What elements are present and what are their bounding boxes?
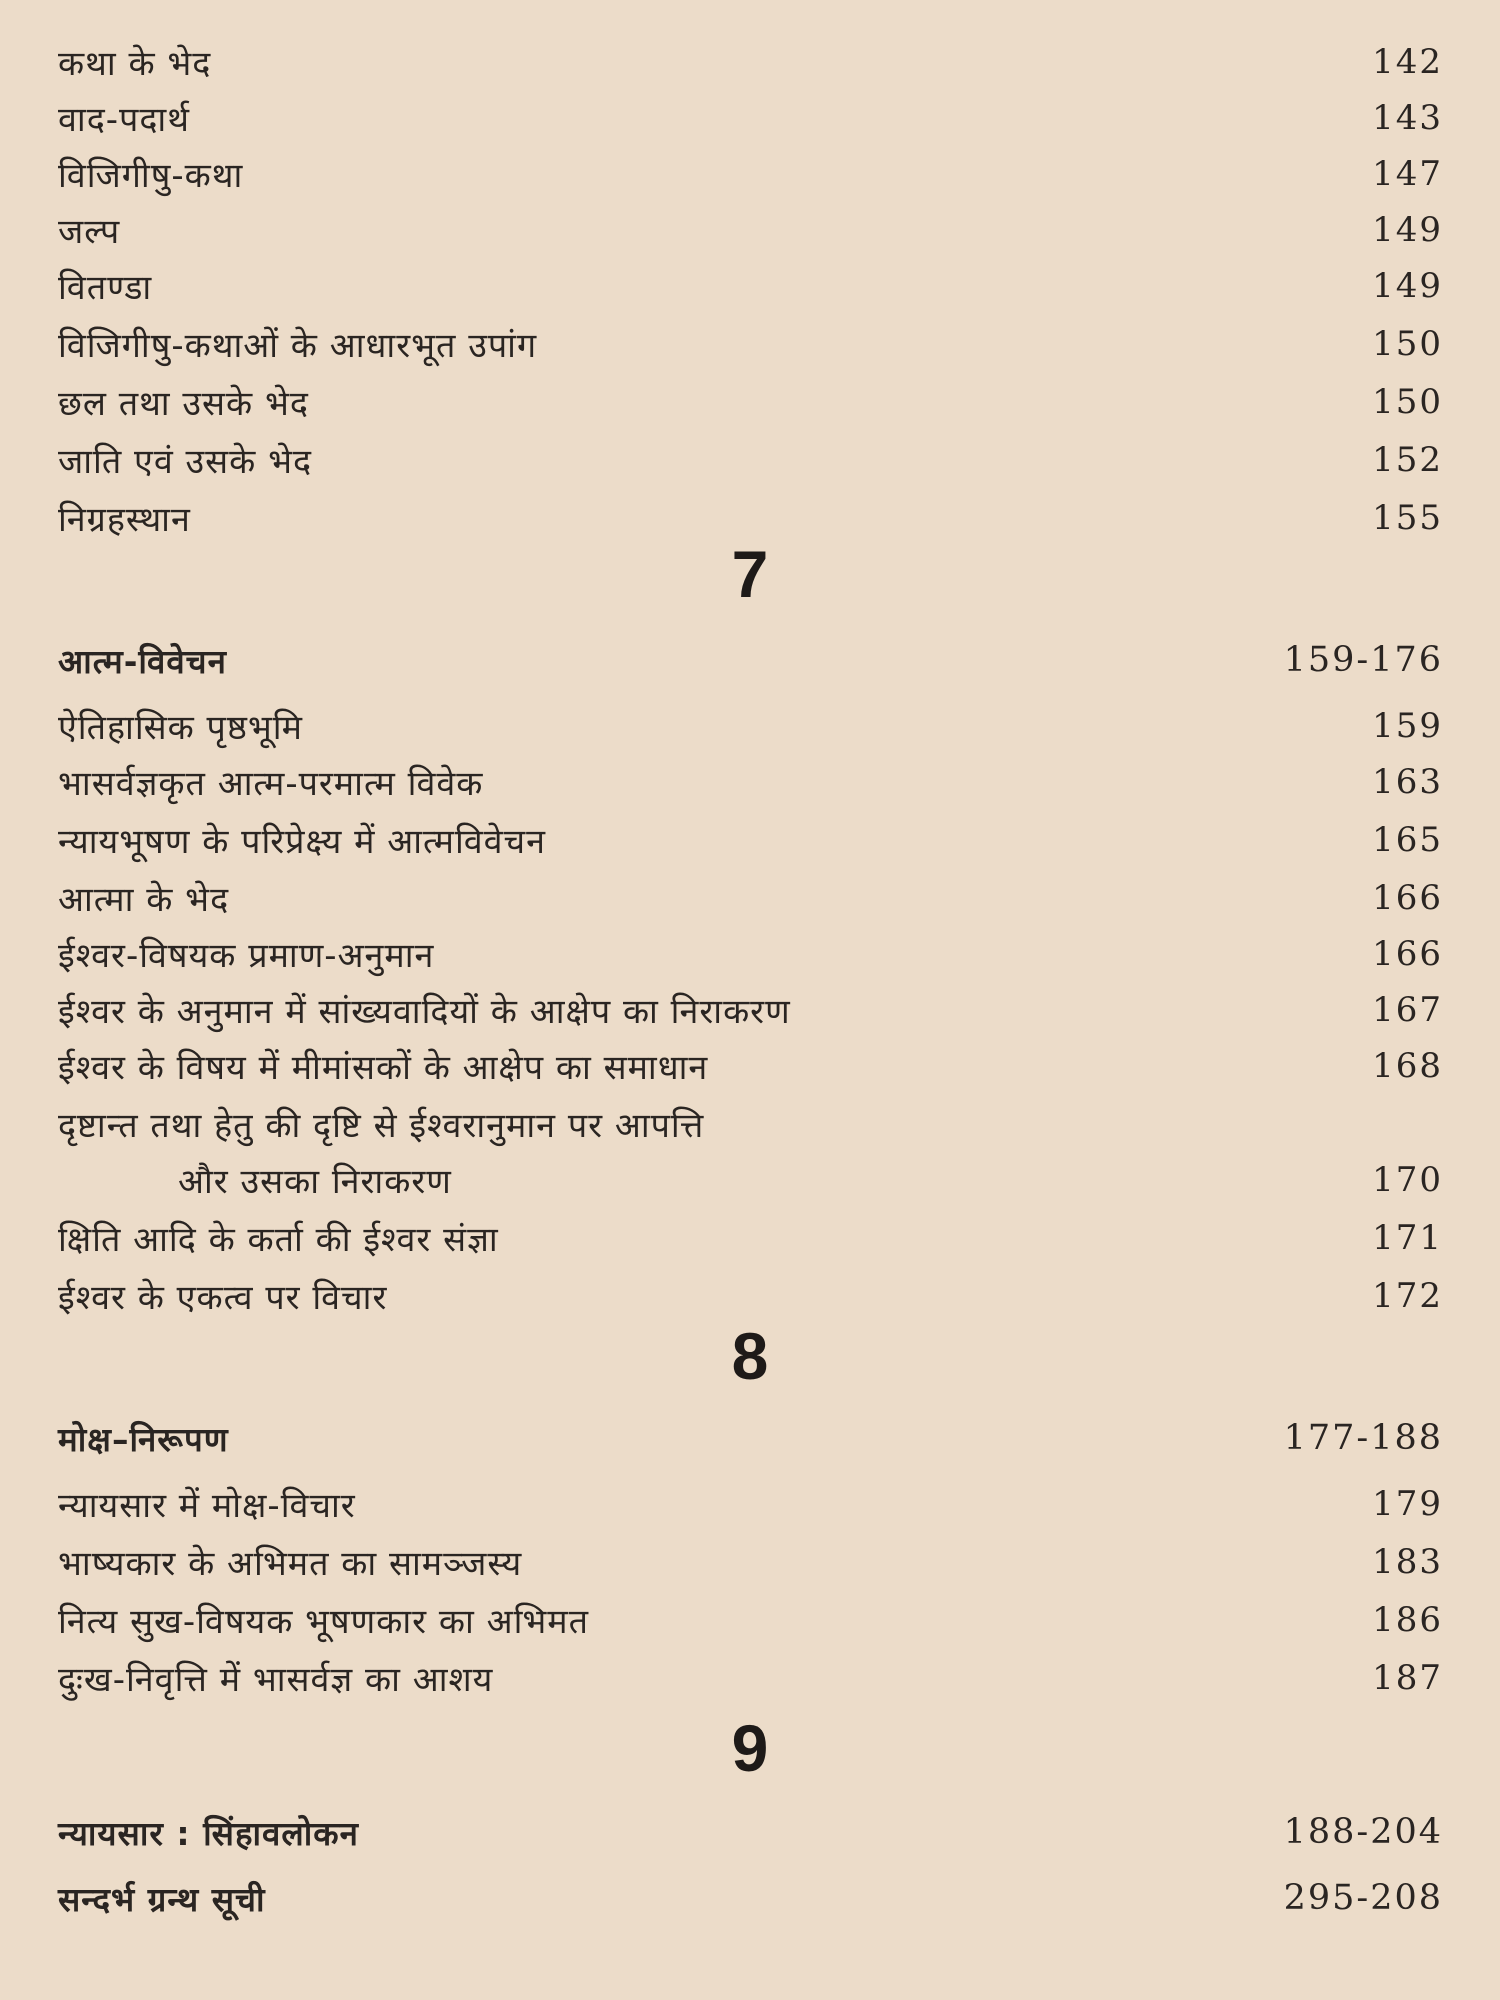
toc-entry [58, 984, 1443, 1036]
toc-entry-page: 172 [1372, 1276, 1443, 1316]
chapter-number: 8 [731, 1319, 769, 1393]
chapter-number: 7 [731, 537, 769, 611]
toc-entry [58, 260, 1443, 312]
chapter-number: 9 [731, 1711, 769, 1785]
toc-entry-page: 142 [1372, 42, 1443, 82]
toc-entry-title: ऐतिहासिक पृष्ठभूमि [58, 708, 303, 748]
toc-entry-page: 165 [1372, 820, 1443, 860]
toc-entry-page: 150 [1372, 382, 1443, 422]
toc-entry-title: ईश्वर-विषयक प्रमाण-अनुमान [58, 936, 435, 976]
toc-entry [58, 1212, 1443, 1264]
toc-entry-page: 170 [1372, 1160, 1443, 1200]
toc-entry-title: ईश्वर के अनुमान में सांख्यवादियों के आक्षेप का निराकरण [58, 992, 791, 1032]
toc-entry [58, 36, 1443, 88]
toc-entry-title: न्यायसार में मोक्ष-विचार [58, 1486, 356, 1526]
toc-entry [58, 92, 1443, 144]
toc-entry-title: ईश्वर के एकत्व पर विचार [58, 1278, 388, 1318]
toc-entry [58, 700, 1443, 752]
toc-entry [58, 872, 1443, 924]
toc-entry-title: वाद-पदार्थ [58, 100, 190, 140]
toc-entry-title: कथा के भेद [58, 44, 212, 84]
chapter-page-range: 159-176 [1283, 640, 1443, 680]
toc-entry-page: 147 [1372, 154, 1443, 194]
toc-entry-title: न्यायभूषण के परिप्रेक्ष्य में आत्मविवेचन [58, 822, 547, 862]
toc-entry-page: 152 [1372, 440, 1443, 480]
toc-entry [58, 928, 1443, 980]
toc-entry-title: क्षिति आदि के कर्ता की ईश्वर संज्ञा [58, 1220, 499, 1260]
toc-entry-page: 187 [1372, 1658, 1443, 1698]
toc-entry-title: जल्प [58, 212, 121, 252]
toc-entry-title: आत्मा के भेद [58, 880, 230, 920]
toc-entry-title: भासर्वज्ञकृत आत्म-परमात्म विवेक [58, 764, 484, 804]
chapter-title: आत्म-विवेचन [58, 641, 227, 681]
chapter-page-range: 295-208 [1283, 1878, 1443, 1918]
toc-entry-page: 179 [1372, 1484, 1443, 1524]
toc-entry [58, 1040, 1443, 1092]
toc-entry-page: 171 [1372, 1218, 1443, 1258]
chapter-heading [58, 1412, 1443, 1464]
toc-entry-title: नित्य सुख-विषयक भूषणकार का अभिमत [58, 1602, 590, 1642]
chapter-title: मोक्ष–निरूपण [58, 1419, 229, 1459]
toc-entry-page: 186 [1372, 1600, 1443, 1640]
toc-entry [58, 1098, 1443, 1150]
toc-entry [58, 1652, 1443, 1704]
toc-entry-page: 166 [1372, 878, 1443, 918]
toc-entry-title: विजिगीषु-कथा [58, 156, 244, 196]
toc-entry-title: दुःख-निवृत्ति में भासर्वज्ञ का आशय [58, 1660, 494, 1700]
toc-entry-title: दृष्टान्त तथा हेतु की दृष्टि से ईश्वरानुमान पर आपत्ति [58, 1106, 705, 1146]
chapter-heading [58, 634, 1443, 686]
toc-entry-page: 150 [1372, 324, 1443, 364]
toc-entry-page: 163 [1372, 762, 1443, 802]
chapter-page-range: 188-204 [1283, 1812, 1443, 1852]
toc-entry-title: जाति एवं उसके भेद [58, 442, 313, 482]
toc-entry-title: छल तथा उसके भेद [58, 384, 309, 424]
toc-entry [58, 1270, 1443, 1322]
chapter-title: सन्दर्भ ग्रन्थ सूची [58, 1879, 266, 1919]
toc-entry [58, 1478, 1443, 1530]
toc-entry [58, 1536, 1443, 1588]
toc-entry [58, 204, 1443, 256]
toc-entry-title: और उसका निराकरण [178, 1162, 452, 1202]
chapter-page-range: 177-188 [1283, 1418, 1443, 1458]
toc-entry [58, 434, 1443, 486]
toc-entry-page: 159 [1372, 706, 1443, 746]
chapter-heading [58, 1806, 1443, 1858]
toc-entry-title: भाष्यकार के अभिमत का सामञ्जस्य [58, 1544, 523, 1584]
toc-entry-page: 166 [1372, 934, 1443, 974]
toc-entry [58, 318, 1443, 370]
toc-entry-title: ईश्वर के विषय में मीमांसकों के आक्षेप का समाधान [58, 1048, 709, 1088]
toc-entry-page: 155 [1372, 498, 1443, 538]
toc-entry-page: 167 [1372, 990, 1443, 1030]
toc-entry-page: 168 [1372, 1046, 1443, 1086]
toc-entry [58, 814, 1443, 866]
toc-entry-page: 143 [1372, 98, 1443, 138]
toc-entry-page: 149 [1372, 266, 1443, 306]
toc-entry [58, 1154, 1443, 1206]
toc-entry [58, 148, 1443, 200]
toc-entry [58, 1594, 1443, 1646]
chapter-heading [58, 1872, 1443, 1924]
toc-entry-title: विजिगीषु-कथाओं के आधारभूत उपांग [58, 326, 538, 366]
toc-entry-title: वितण्डा [58, 268, 153, 308]
toc-entry [58, 376, 1443, 428]
toc-entry-page: 183 [1372, 1542, 1443, 1582]
toc-entry-page: 149 [1372, 210, 1443, 250]
toc-entry [58, 756, 1443, 808]
chapter-title: न्यायसार : सिंहावलोकन [58, 1813, 359, 1853]
toc-entry-title: निग्रहस्थान [58, 500, 191, 540]
